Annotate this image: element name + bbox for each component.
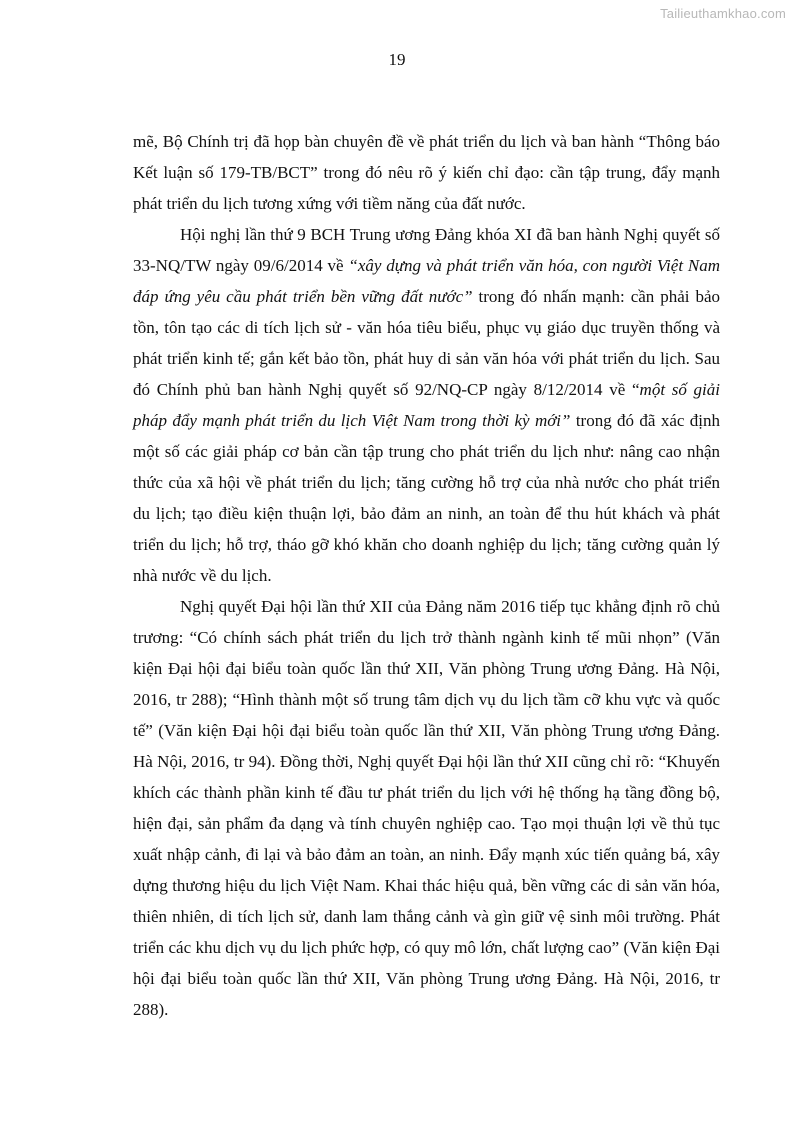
watermark-text: Tailieuthamkhao.com — [660, 6, 786, 21]
paragraph-text: Hội nghị lần thứ 9 BCH Trung ương Đảng khóa XI đã ban hành Nghị quyết số 33-NQ/TW ngày 09/6/2014 về — [133, 225, 720, 275]
paragraph-text: Nghị quyết Đại hội lần thứ XII của Đảng năm 2016 tiếp tục khẳng định rõ chủ trương: “Có chính sách phát triển du lịch trở thành ngành kinh tế mũi nhọn” (Văn kiện Đại hội đại biểu toàn quốc lần thứ XII, Văn phòng Trung ương Đảng. Hà Nội, 2016, tr 288); “Hình thành một số trung tâm dịch vụ du lịch tầm cỡ khu vực và quốc tế” (Văn kiện Đại hội đại biểu toàn quốc lần thứ XII, Văn phòng Trung ương Đảng. Hà Nội, 2016, tr 94). Đồng thời, Nghị quyết Đại hội lần thứ XII cũng chỉ rõ: “Khuyến khích các thành phần kinh tế đầu tư phát triển du lịch với hệ thống hạ tầng đồng bộ, hiện đại, sản phẩm đa dạng và tính chuyên nghiệp cao. Tạo mọi thuận lợi về thủ tục xuất nhập cảnh, đi lại và bảo đảm an toàn, an ninh. Đẩy mạnh xúc tiến quảng bá, xây dựng thương hiệu du lịch Việt Nam. Khai thác hiệu quả, bền vững các di sản văn hóa, thiên nhiên, di tích lịch sử, danh lam thắng cảnh và gìn giữ vệ sinh môi trường. Phát triển các khu dịch vụ du lịch phức hợp, có quy mô lớn, chất lượng cao” (Văn kiện Đại hội đại biểu toàn quốc lần thứ XII, Văn phòng Trung ương Đảng. Hà Nội, 2016, tr 288). — [133, 597, 720, 1019]
paragraph-congress-xii — [133, 591, 720, 1025]
page-number: 19 — [388, 50, 406, 69]
paragraph-text: mẽ, Bộ Chính trị đã họp bàn chuyên đề về phát triển du lịch và ban hành “Thông báo Kết luận số 179-TB/BCT” trong đó nêu rõ ý kiến chỉ đạo: cần tập trung, đẩy mạnh phát triển du lịch tương xứng với tiềm năng của đất nước. — [133, 132, 720, 213]
document-body — [133, 126, 720, 1025]
paragraph-text: trong đó đã xác định một số các giải pháp cơ bản cần tập trung cho phát triển du lịch như: nâng cao nhận thức của xã hội về phát triển du lịch; tăng cường hỗ trợ của nhà nước cho phát triển du lịch; tạo điều kiện thuận lợi, bảo đảm an ninh, an toàn để thu hút khách và phát triển du lịch; hỗ trợ, tháo gỡ khó khăn cho doanh nghiệp du lịch; tăng cường quản lý nhà nước về du lịch. — [133, 411, 720, 585]
italic-quote-title: “xây dựng và phát triển văn hóa, con người Việt Nam đáp ứng yêu cầu phát triển bền vững đất nước” — [133, 256, 720, 306]
italic-quote-title: một số giải pháp đẩy mạnh phát triển du lịch Việt Nam trong thời kỳ mới” — [133, 380, 720, 430]
paragraph-resolution-33 — [133, 219, 720, 591]
paragraph-continued — [133, 126, 720, 219]
paragraph-text: trong đó nhấn mạnh: cần phải bảo tồn, tôn tạo các di tích lịch sử - văn hóa tiêu biểu, phục vụ giáo dục truyền thống và phát triển kinh tế; gắn kết bảo tồn, phát huy di sản văn hóa với phát triển du lịch. Sau đó Chính phủ ban hành Nghị quyết số 92/NQ-CP ngày 8/12/2014 về “ — [133, 287, 720, 399]
